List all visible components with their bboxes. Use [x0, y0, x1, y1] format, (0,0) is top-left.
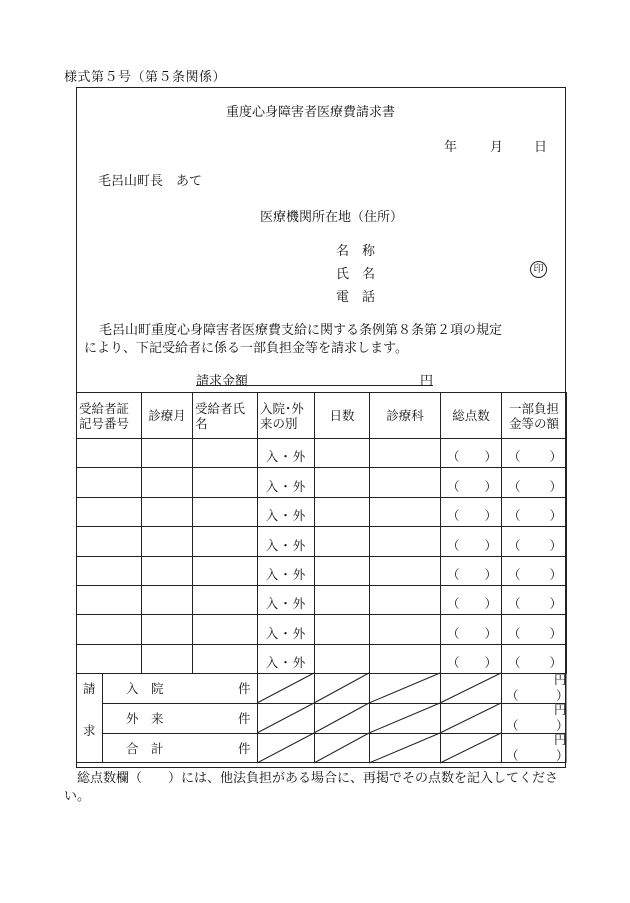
institution-address-label: 医療機関所在地（住所） [260, 210, 404, 225]
paren-open: （ [508, 625, 521, 641]
recipient-cell[interactable] [193, 556, 258, 585]
table-row [77, 556, 567, 585]
paren-open: （ [447, 478, 460, 494]
body-text-line2: により、下記受給者に係る一部負担金等を請求します。 [84, 341, 408, 356]
paren-close: ） [549, 478, 562, 494]
paren-close: ） [549, 508, 562, 524]
table-row [77, 585, 567, 614]
header-dept: 診療科 [370, 393, 441, 439]
copay-cell[interactable] [502, 585, 567, 614]
summary-paren-open: （ [506, 748, 519, 763]
points-cell[interactable] [441, 585, 502, 614]
days-cell[interactable] [315, 497, 370, 526]
days-cell[interactable] [315, 644, 370, 673]
paren-open: （ [508, 537, 521, 553]
cert-no-cell[interactable] [77, 468, 142, 497]
date-month: 月 [490, 140, 504, 155]
dept-cell[interactable] [370, 644, 441, 673]
dept-cell[interactable] [370, 615, 441, 644]
paren-close: ） [484, 537, 497, 553]
month-cell[interactable] [142, 644, 193, 673]
points-cell[interactable] [441, 468, 502, 497]
recipient-cell[interactable] [193, 439, 258, 468]
paren-close: ） [549, 566, 562, 582]
paren-close: ） [549, 655, 562, 671]
summary-paren-open: （ [506, 688, 519, 703]
inout-cell[interactable]: 入・外 [258, 497, 315, 526]
amount-unit: 円 [420, 374, 434, 389]
date-day: 日 [534, 140, 548, 155]
copay-cell[interactable] [502, 527, 567, 556]
header-points: 総点数 [441, 393, 502, 439]
summary-paren-close: ） [556, 718, 569, 733]
paren-open: （ [508, 566, 521, 582]
paren-open: （ [508, 478, 521, 494]
inout-cell[interactable]: 入・外 [258, 556, 315, 585]
paren-open: （ [508, 449, 521, 465]
days-cell[interactable] [315, 468, 370, 497]
amount-underline [196, 385, 433, 386]
table-header-row [77, 393, 567, 439]
points-cell[interactable] [441, 497, 502, 526]
cert-no-cell[interactable] [77, 497, 142, 526]
copay-cell[interactable] [502, 439, 567, 468]
summary-row-unit: 件 [238, 711, 251, 726]
header-days: 日数 [315, 393, 370, 439]
institution-name-label: 名 称 [336, 244, 376, 259]
days-cell[interactable] [315, 556, 370, 585]
paren-open: （ [447, 625, 460, 641]
summary-paren-close: ） [556, 688, 569, 703]
recipient-cell[interactable] [193, 585, 258, 614]
summary-diagonal [440, 733, 501, 763]
summary-diagonal [369, 733, 440, 763]
table-row [77, 527, 567, 556]
summary-diagonal [440, 673, 501, 703]
inout-cell[interactable]: 入・外 [258, 585, 315, 614]
paren-open: （ [447, 655, 460, 671]
dept-cell[interactable] [370, 439, 441, 468]
paren-close: ） [549, 596, 562, 612]
paren-open: （ [447, 508, 460, 524]
table-row [77, 468, 567, 497]
dept-cell[interactable] [370, 468, 441, 497]
inout-cell[interactable]: 入・外 [258, 468, 315, 497]
inout-cell[interactable]: 入・外 [258, 615, 315, 644]
paren-close: ） [484, 566, 497, 582]
summary-side-label-top: 請 [83, 681, 96, 696]
paren-open: （ [447, 537, 460, 553]
days-cell[interactable] [315, 615, 370, 644]
form-title: 重度心身障害者医療費請求書 [226, 105, 396, 120]
month-cell[interactable] [142, 556, 193, 585]
summary-paren-open: （ [506, 718, 519, 733]
paren-open: （ [508, 508, 521, 524]
inout-cell[interactable]: 入・外 [258, 644, 315, 673]
days-cell[interactable] [315, 439, 370, 468]
summary-section [76, 673, 567, 763]
points-cell[interactable] [441, 644, 502, 673]
month-cell[interactable] [142, 439, 193, 468]
dept-cell[interactable] [370, 556, 441, 585]
points-cell[interactable] [441, 527, 502, 556]
summary-diagonal [257, 703, 314, 733]
summary-diagonal [369, 673, 440, 703]
copay-cell[interactable] [502, 468, 567, 497]
body-text-line1: 毛呂山町重度心身障害者医療費支給に関する条例第８条第２項の規定 [99, 323, 503, 338]
recipient-cell[interactable] [193, 615, 258, 644]
summary-yen: 円 [554, 732, 567, 747]
summary-paren-close: ） [556, 748, 569, 763]
paren-close: ） [549, 537, 562, 553]
summary-diagonal [369, 703, 440, 733]
paren-open: （ [447, 596, 460, 612]
claim-table [76, 392, 567, 674]
cert-no-cell[interactable] [77, 439, 142, 468]
points-cell[interactable] [441, 439, 502, 468]
table-row [77, 439, 567, 468]
institution-phone-label: 電 話 [336, 290, 376, 305]
paren-open: （ [508, 596, 521, 612]
form-number: 様式第５号（第５条関係） [64, 70, 227, 85]
summary-row-label: 外 来 [126, 711, 164, 726]
addressee: 毛呂山町長 あて [98, 174, 203, 189]
paren-close: ） [484, 478, 497, 494]
summary-row-label: 合 計 [126, 741, 164, 756]
summary-diagonal [314, 673, 369, 703]
table-row [77, 644, 567, 673]
paren-open: （ [447, 449, 460, 465]
dept-cell[interactable] [370, 527, 441, 556]
header-cert-no: 受給者証 記号番号 [77, 393, 142, 439]
recipient-cell[interactable] [193, 468, 258, 497]
summary-diagonal [257, 673, 314, 703]
paren-close: ） [549, 449, 562, 465]
inout-cell[interactable]: 入・外 [258, 439, 315, 468]
copay-cell[interactable] [502, 615, 567, 644]
summary-side-label-bottom: 求 [83, 723, 96, 738]
seal-mark: 印 [530, 261, 547, 278]
copay-cell[interactable] [502, 644, 567, 673]
header-inout: 入院･外 来の別 [258, 393, 315, 439]
cert-no-cell[interactable] [77, 556, 142, 585]
paren-close: ） [484, 596, 497, 612]
cert-no-cell[interactable] [77, 644, 142, 673]
table-row [77, 497, 567, 526]
summary-yen: 円 [554, 672, 567, 687]
month-cell[interactable] [142, 585, 193, 614]
paren-open: （ [508, 655, 521, 671]
summary-row-unit: 件 [238, 681, 251, 696]
paren-close: ） [484, 625, 497, 641]
table-row [77, 615, 567, 644]
paren-close: ） [484, 655, 497, 671]
days-cell[interactable] [315, 527, 370, 556]
date-year: 年 [444, 140, 458, 155]
points-cell[interactable] [441, 556, 502, 585]
header-month: 診療月 [142, 393, 193, 439]
copay-cell[interactable] [502, 556, 567, 585]
month-cell[interactable] [142, 468, 193, 497]
paren-open: （ [447, 566, 460, 582]
summary-diagonal [257, 733, 314, 763]
dept-cell[interactable] [370, 585, 441, 614]
copay-cell[interactable] [502, 497, 567, 526]
header-copay: 一部負担 金等の額 [502, 393, 567, 439]
institution-rep-label: 氏 名 [336, 267, 376, 282]
month-cell[interactable] [142, 527, 193, 556]
days-cell[interactable] [315, 585, 370, 614]
summary-diagonal [314, 703, 369, 733]
recipient-cell[interactable] [193, 527, 258, 556]
summary-yen: 円 [554, 702, 567, 717]
cert-no-cell[interactable] [77, 527, 142, 556]
footnote: 総点数欄（ ）には、他法負担がある場合に、再掲でその点数を記入してください。 [64, 771, 559, 804]
inout-cell[interactable]: 入・外 [258, 527, 315, 556]
recipient-cell[interactable] [193, 497, 258, 526]
amount-label: 請求金額 [196, 374, 249, 389]
month-cell[interactable] [142, 497, 193, 526]
recipient-cell[interactable] [193, 644, 258, 673]
paren-close: ） [484, 508, 497, 524]
dept-cell[interactable] [370, 497, 441, 526]
paren-close: ） [484, 449, 497, 465]
points-cell[interactable] [441, 615, 502, 644]
summary-row-unit: 件 [238, 741, 251, 756]
summary-diagonal [440, 703, 501, 733]
cert-no-cell[interactable] [77, 615, 142, 644]
summary-diagonal [314, 733, 369, 763]
summary-row-label: 入 院 [126, 681, 164, 696]
month-cell[interactable] [142, 615, 193, 644]
cert-no-cell[interactable] [77, 585, 142, 614]
paren-close: ） [549, 625, 562, 641]
header-recipient: 受給者氏 名 [193, 393, 258, 439]
